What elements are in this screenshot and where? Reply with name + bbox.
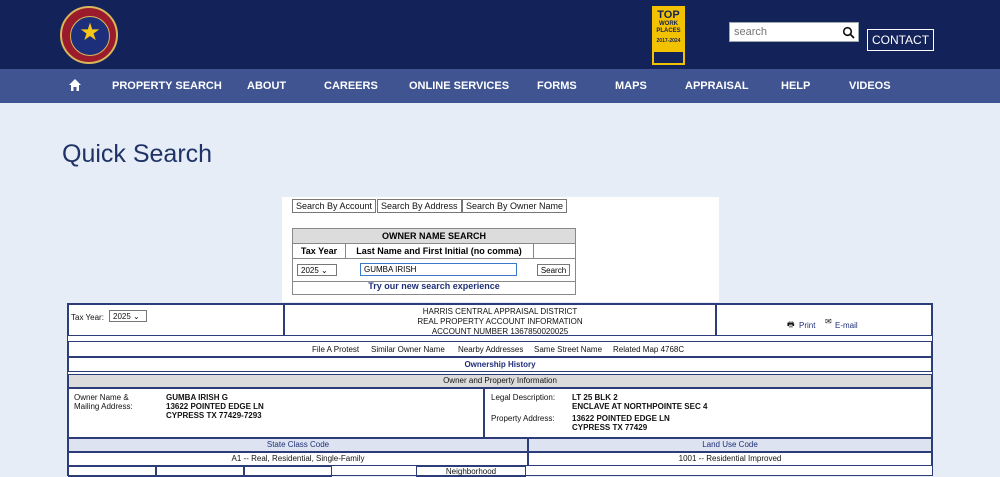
- site-search[interactable]: [729, 22, 859, 42]
- badge-footer: [654, 52, 683, 63]
- nav-online-services[interactable]: ONLINE SERVICES: [409, 80, 510, 92]
- bottom-col-3: [244, 466, 332, 477]
- nav-videos[interactable]: VIDEOS: [849, 80, 891, 92]
- nav-property-search[interactable]: PROPERTY SEARCH: [112, 80, 222, 92]
- printer-icon[interactable]: 🖶: [787, 320, 795, 329]
- mailing-address-label: Mailing Address:: [74, 402, 133, 411]
- nav-careers[interactable]: CAREERS: [324, 80, 378, 92]
- legal-cell: [484, 388, 932, 438]
- owner-property-title: Owner and Property Information: [68, 374, 932, 388]
- nav-about[interactable]: ABOUT: [247, 80, 287, 92]
- owner-search-row: [293, 258, 575, 282]
- email-icon[interactable]: ✉: [825, 317, 832, 326]
- tax-year-label: Tax Year:: [71, 313, 104, 322]
- tab-search-by-owner[interactable]: Search By Owner Name: [462, 199, 567, 213]
- badge-title: TOP: [657, 9, 680, 21]
- nav-help[interactable]: HELP: [781, 80, 811, 92]
- logo-seal: [70, 16, 110, 56]
- quick-links-row: [68, 341, 932, 357]
- nav-appraisal[interactable]: APPRAISAL: [685, 80, 749, 92]
- account-year-value: 2025: [113, 312, 131, 321]
- file-protest-link[interactable]: File A Protest: [312, 345, 360, 354]
- owner-name-search: [292, 228, 576, 295]
- site-search-input[interactable]: [734, 24, 834, 40]
- star-icon: ★: [79, 19, 101, 46]
- page-title: Quick Search: [62, 140, 213, 168]
- property-street: 13622 POINTED EDGE LN: [572, 414, 670, 423]
- legal-line-2: ENCLAVE AT NORTHPOINTE SEC 4: [572, 402, 708, 411]
- ownership-history-link[interactable]: Ownership History: [68, 357, 932, 372]
- main-nav: [0, 69, 1000, 103]
- tax-year-cell: [68, 304, 284, 336]
- quick-search-panel: [282, 197, 719, 302]
- property-city: CYPRESS TX 77429: [572, 423, 648, 432]
- top-workplaces-badge: [652, 6, 685, 65]
- state-class-header: State Class Code: [68, 438, 528, 452]
- print-email-cell: [716, 304, 932, 336]
- nearby-addresses-link[interactable]: Nearby Addresses: [458, 345, 524, 354]
- account-subtitle: REAL PROPERTY ACCOUNT INFORMATION: [417, 317, 583, 326]
- tab-search-by-account[interactable]: Search By Account: [292, 199, 376, 213]
- land-use-header: Land Use Code: [528, 438, 932, 452]
- bottom-col-1: [68, 466, 156, 477]
- account-number: ACCOUNT NUMBER 1367850020025: [431, 327, 569, 336]
- similar-owner-link[interactable]: Similar Owner Name: [371, 345, 445, 354]
- owner-cell: [68, 388, 484, 438]
- bottom-col-2: [156, 466, 244, 477]
- search-icon[interactable]: [842, 26, 855, 39]
- badge-subtitle: WORK PLACES: [656, 21, 681, 34]
- home-icon[interactable]: [68, 78, 82, 92]
- tax-year-header: Tax Year: [293, 244, 346, 258]
- hcad-logo[interactable]: [60, 6, 118, 64]
- account-info: [67, 303, 933, 476]
- legal-description-label: Legal Description:: [491, 393, 556, 402]
- badge-years: 2017-2024: [656, 38, 681, 44]
- same-street-link[interactable]: Same Street Name: [534, 345, 603, 354]
- owner-name: GUMBA IRISH G: [166, 393, 228, 402]
- legal-line-1: LT 25 BLK 2: [572, 393, 618, 402]
- state-class-value: A1 -- Real, Residential, Single-Family: [68, 452, 528, 466]
- property-address-label: Property Address:: [491, 414, 555, 423]
- contact-button[interactable]: CONTACT: [867, 29, 934, 51]
- tax-year-value: 2025: [301, 266, 319, 275]
- neighborhood-header: Neighborhood: [416, 466, 526, 477]
- tax-year-select[interactable]: 2025 ⌄: [297, 264, 337, 276]
- tab-search-by-address[interactable]: Search By Address: [377, 199, 462, 213]
- owner-search-title: OWNER NAME SEARCH: [293, 229, 575, 244]
- mailing-city: CYPRESS TX 77429-7293: [166, 411, 262, 420]
- related-map-link[interactable]: Related Map 4768C: [613, 345, 685, 354]
- new-search-link[interactable]: Try our new search experience: [368, 281, 500, 291]
- account-year-select[interactable]: 2025 ⌄: [109, 310, 147, 322]
- district-name: HARRIS CENTRAL APPRAISAL DISTRICT: [422, 307, 578, 316]
- owner-name-header: Last Name and First Initial (no comma): [345, 244, 534, 258]
- nav-maps[interactable]: MAPS: [615, 80, 647, 92]
- owner-name-label: Owner Name &: [74, 393, 129, 402]
- land-use-value: 1001 -- Residential Improved: [528, 452, 932, 466]
- email-link[interactable]: E-mail: [835, 321, 858, 330]
- print-link[interactable]: Print: [799, 321, 816, 330]
- owner-name-input[interactable]: GUMBA IRISH: [360, 263, 517, 276]
- mailing-street: 13622 POINTED EDGE LN: [166, 402, 264, 411]
- account-heading: [284, 304, 716, 336]
- site-header: [0, 0, 1000, 69]
- owner-search-button[interactable]: Search: [537, 264, 570, 276]
- nav-forms[interactable]: FORMS: [537, 80, 577, 92]
